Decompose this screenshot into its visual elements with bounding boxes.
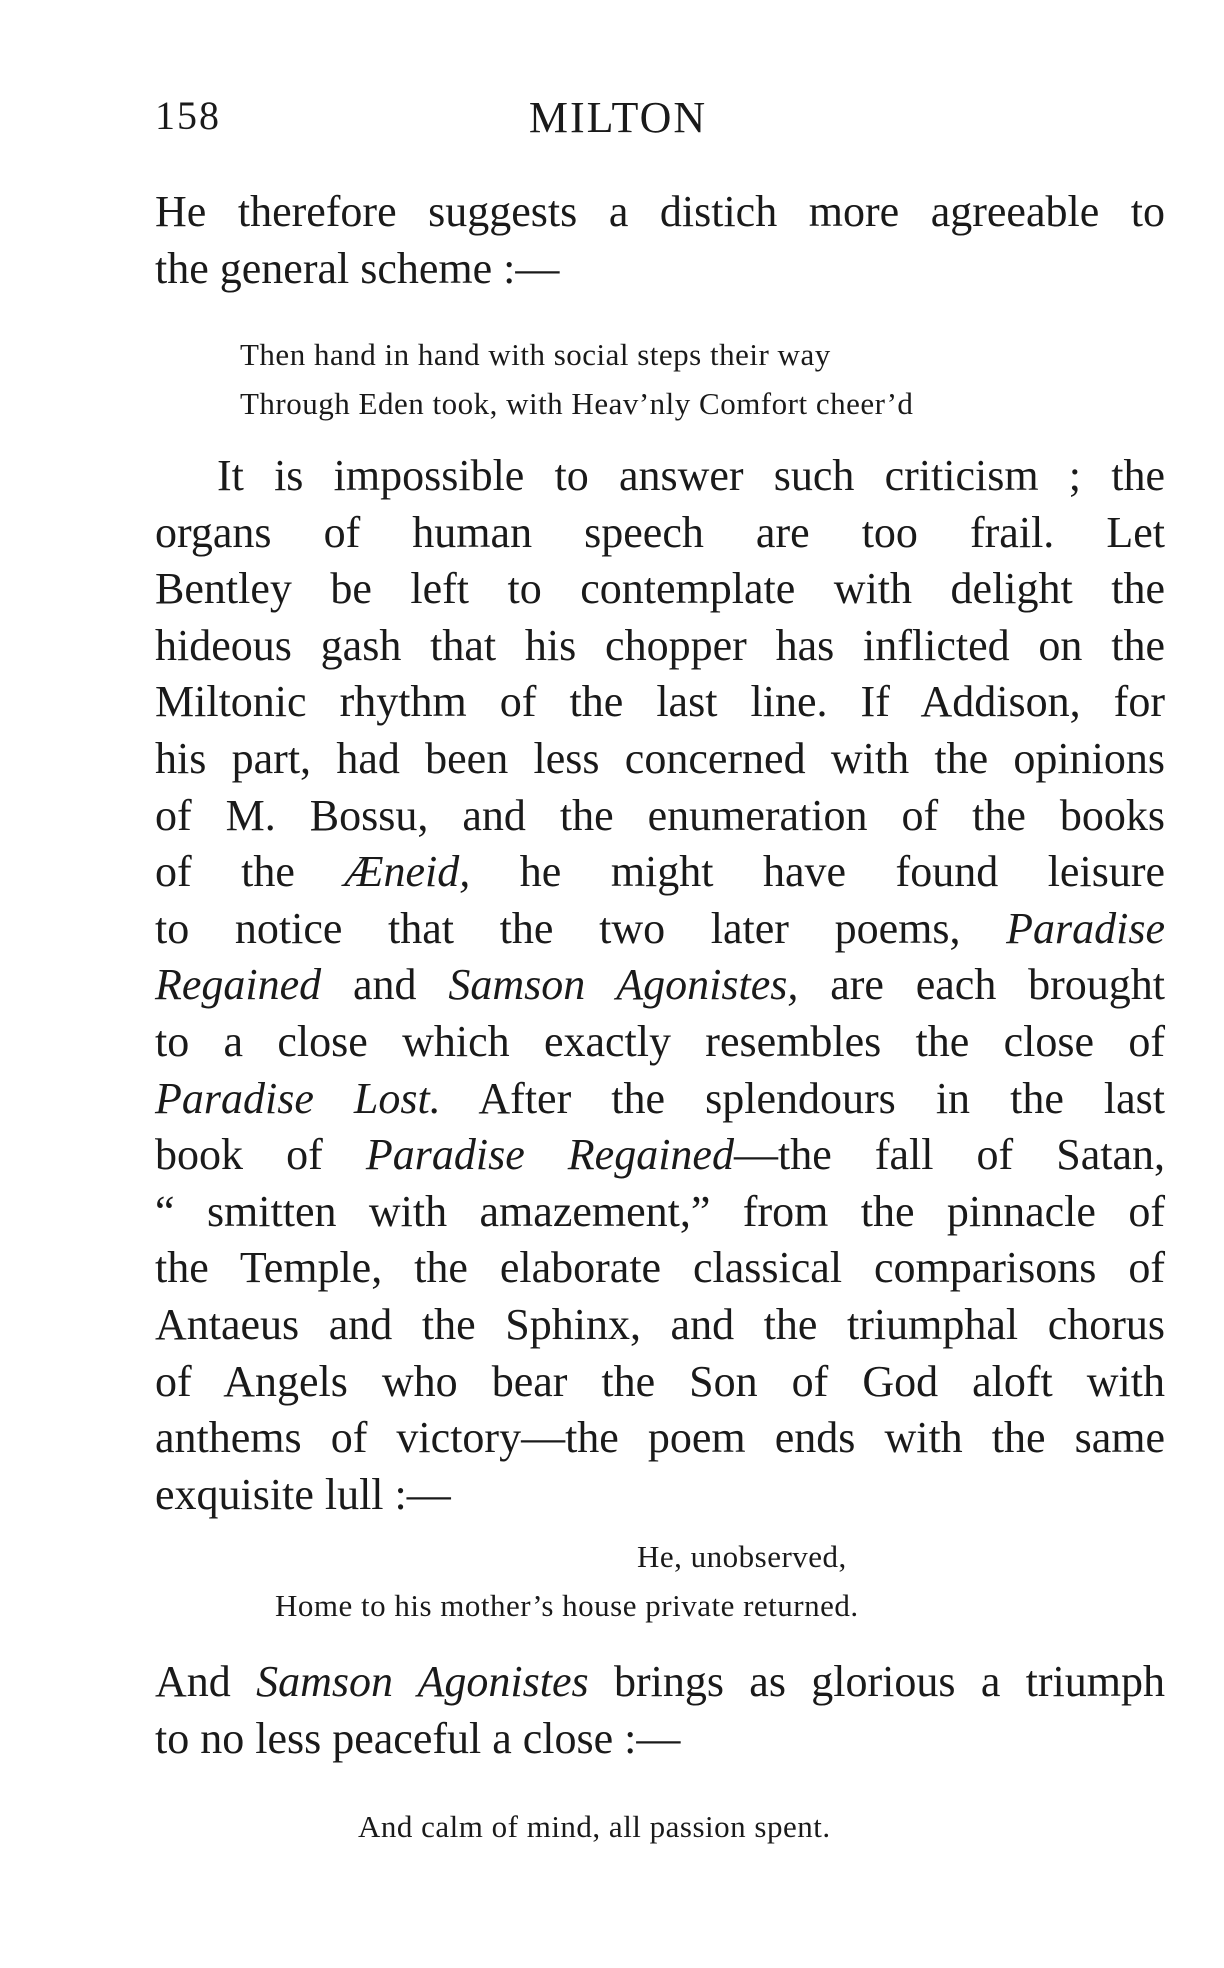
paragraph-main xyxy=(155,448,1165,1523)
work-title: Paradise Regained xyxy=(365,1130,734,1180)
page-number: 158 xyxy=(155,93,221,138)
verse-line: Home to his mother’s house private returned. xyxy=(275,1588,859,1623)
page-header xyxy=(155,92,1165,152)
text-line: his part, had been less concerned with the opinions xyxy=(155,733,1165,783)
text-line: to no less peaceful a close :— xyxy=(155,1713,681,1763)
text-line: of M. Bossu, and the enumeration of the books xyxy=(155,790,1165,840)
work-title: Paradise xyxy=(1006,903,1165,953)
text-line: exquisite lull :— xyxy=(155,1469,451,1519)
work-title: Samson Agonistes xyxy=(256,1657,589,1706)
text-line: And Samson Agonistes brings as glorious a triumph xyxy=(155,1657,1165,1706)
text-line: the general scheme :— xyxy=(155,243,560,293)
paragraph-samson xyxy=(155,1654,1165,1767)
running-title: MILTON xyxy=(528,93,708,142)
text-line: Bentley be left to contemplate with delight the xyxy=(155,564,1165,614)
verse-line: And calm of mind, all passion spent. xyxy=(358,1809,831,1844)
text-line: hideous gash that his chopper has inflicted on the xyxy=(155,620,1165,670)
text-line: Miltonic rhythm of the last line. If Addison, for xyxy=(155,677,1165,727)
work-title: Samson Agonistes, xyxy=(448,960,799,1010)
verse-quote-regained xyxy=(275,1532,859,1630)
text-line: of the Æneid, he might have found leisure xyxy=(155,847,1165,897)
text-line: “ smitten with amazement,” from the pinnacle of xyxy=(155,1186,1165,1236)
text-line: book of Paradise Regained—the fall of Satan, xyxy=(155,1130,1166,1180)
verse-line: Then hand in hand with social steps their way xyxy=(240,337,831,372)
text-line: Regained and Samson Agonistes, are each brought xyxy=(155,960,1166,1010)
text-line: of Angels who bear the Son of God aloft with xyxy=(155,1356,1165,1406)
verse-line: Through Eden took, with Heav’nly Comfort cheer’d xyxy=(240,386,914,421)
verse-quote-eden xyxy=(240,330,913,428)
text-line: He therefore suggests a distich more agreeable to xyxy=(155,187,1165,236)
work-title: Æneid, xyxy=(344,847,471,897)
verse-quote-samson xyxy=(358,1802,831,1851)
text-line: to a close which exactly resembles the close of xyxy=(155,1016,1165,1066)
text-line: to notice that the two later poems, Paradise xyxy=(155,903,1165,953)
text-line: organs of human speech are too frail. Let xyxy=(155,507,1165,557)
text-line: the Temple, the elaborate classical comparisons of xyxy=(155,1243,1165,1293)
text-line: Antaeus and the Sphinx, and the triumphal chorus xyxy=(155,1299,1165,1349)
verse-line: He, unobserved, xyxy=(637,1539,847,1574)
text-line: anthems of victory—the poem ends with the same xyxy=(155,1413,1165,1463)
work-title: Paradise Lost. xyxy=(155,1073,441,1123)
paragraph-intro xyxy=(155,184,1165,297)
text-line: It is impossible to answer such criticism ; the xyxy=(217,451,1165,500)
work-title: Regained xyxy=(155,960,322,1010)
text-line: Paradise Lost. After the splendours in the last xyxy=(155,1073,1166,1123)
